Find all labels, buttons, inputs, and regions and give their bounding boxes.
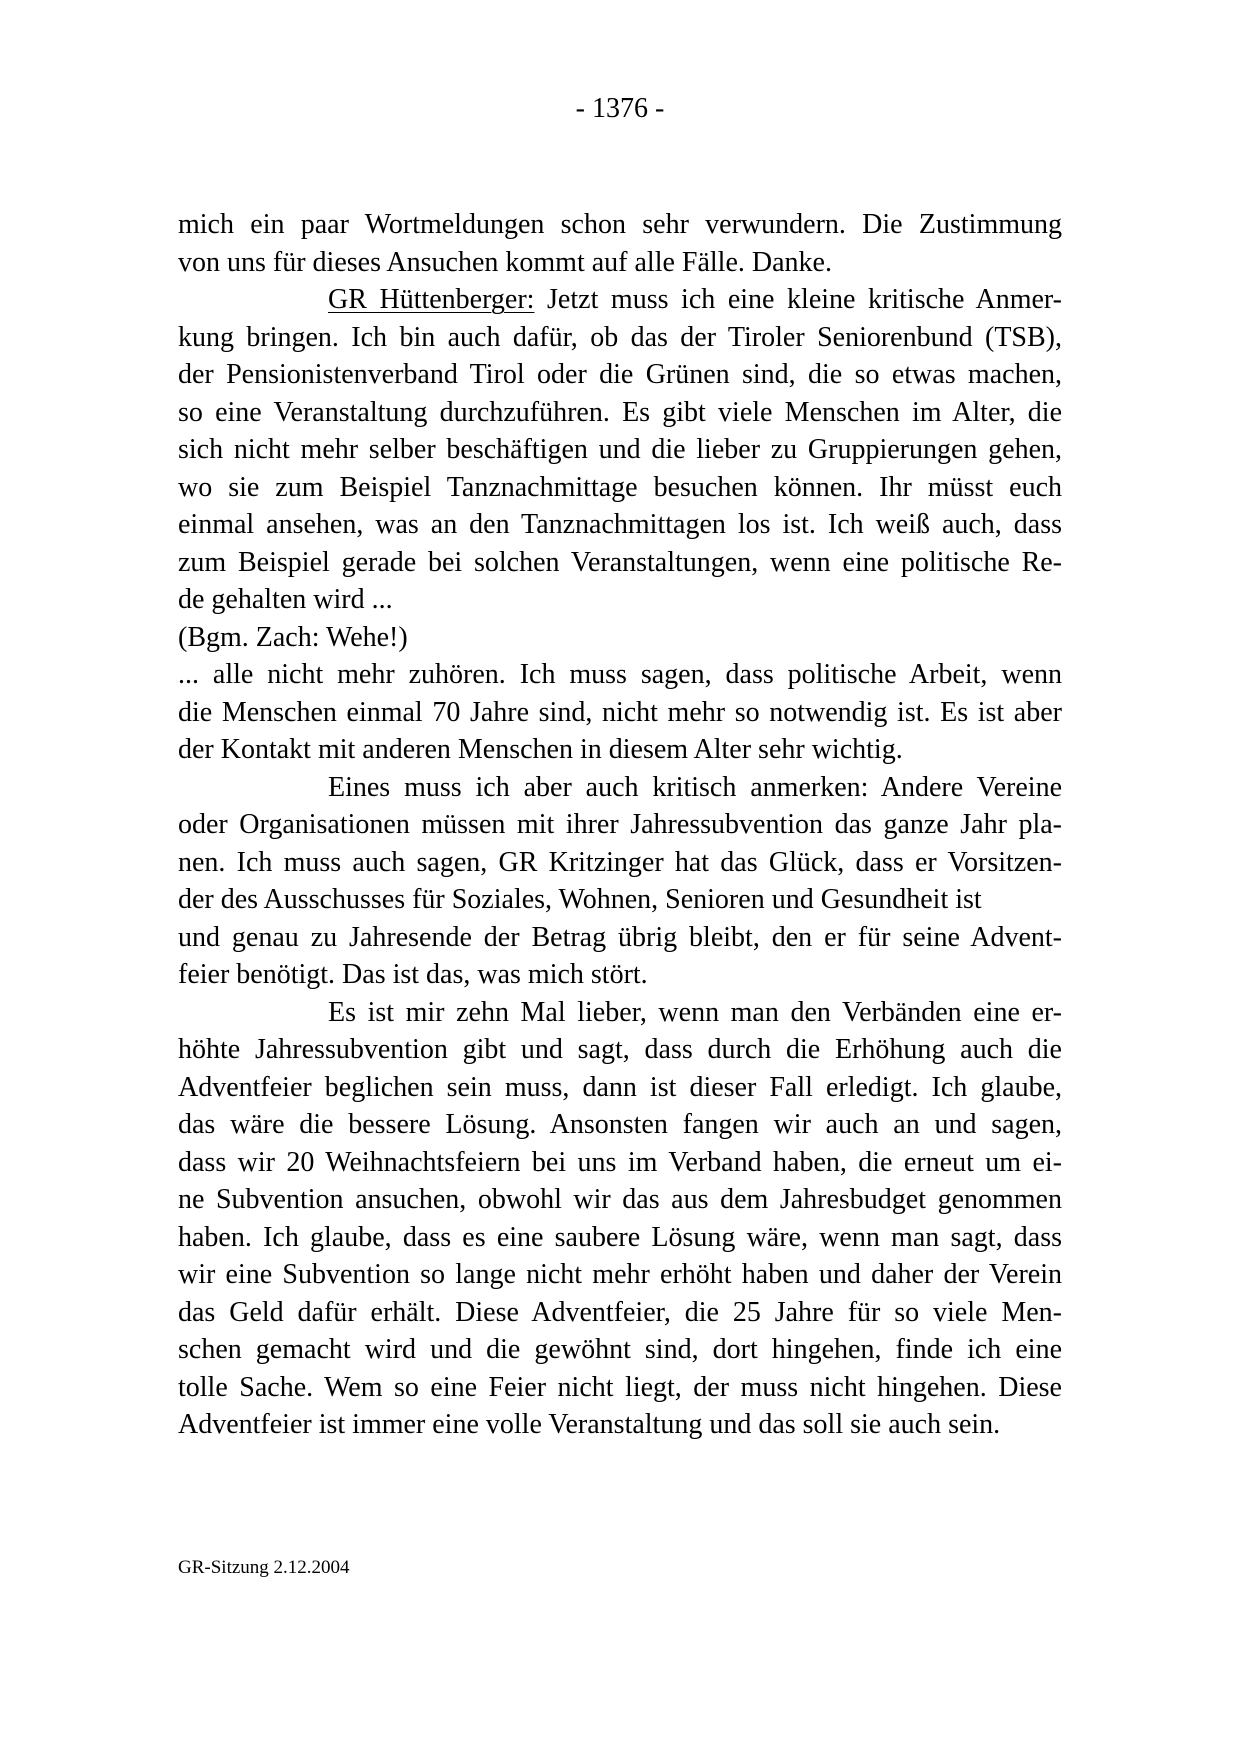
text-line: die Menschen einmal 70 Jahre sind, nicht mehr so notwendig ist. Es ist aber [178, 696, 1062, 728]
text-line: Adventfeier ist immer eine volle Veranstaltung und das soll sie auch sein. [178, 1409, 1001, 1440]
text-line: Es ist mir zehn Mal lieber, wenn man den Verbänden eine er- [328, 996, 1062, 1028]
text-line: höhte Jahressubvention gibt und sagt, dass durch die Erhöhung auch die [178, 1034, 1062, 1065]
text-line: oder Organisationen müssen mit ihrer Jahressubvention das ganze Jahr pla- [178, 809, 1062, 840]
text-line: das wäre die bessere Lösung. Ansonsten fangen wir auch an und sagen, [178, 1109, 1062, 1140]
text-line: dass wir 20 Weihnachtsfeiern bei uns im Verband haben, die erneut um ei- [178, 1146, 1062, 1178]
text-line: zum Beispiel gerade bei solchen Veranstaltungen, wenn eine politische Re- [178, 546, 1062, 578]
text-line: der Pensionistenverband Tirol oder die Grünen sind, die so etwas machen, [178, 359, 1062, 390]
text-line: das Geld dafür erhält. Diese Adventfeier, die 25 Jahre für so viele Men- [178, 1296, 1062, 1328]
text-line: einmal ansehen, was an den Tanznachmittagen los ist. Ich weiß auch, dass [178, 509, 1062, 540]
transcript-body [178, 206, 1062, 1444]
speaker-name: GR Hüttenberger: [328, 284, 535, 315]
text-line: wo sie zum Beispiel Tanznachmittage besuchen können. Ihr müsst euch [178, 471, 1062, 503]
page-number: - 1376 - [575, 93, 665, 124]
text-line: so eine Veranstaltung durchzuführen. Es gibt viele Menschen im Alter, die [178, 396, 1062, 428]
text-line: sich nicht mehr selber beschäftigen und die lieber zu Gruppierungen gehen, [178, 434, 1062, 465]
text-line: der des Ausschusses für Soziales, Wohnen, Senioren und Gesundheit ist [178, 884, 982, 915]
text-line: mich ein paar Wortmeldungen schon sehr verwundern. Die Zustimmung [178, 209, 1062, 240]
text-line: nen. Ich muss auch sagen, GR Kritzinger hat das Glück, dass er Vorsitzen- [178, 846, 1062, 878]
interjection: (Bgm. Zach: Wehe!) [178, 621, 408, 653]
text-line: ... alle nicht mehr zuhören. Ich muss sagen, dass politische Arbeit, wenn [178, 659, 1062, 690]
speaker-text: Jetzt muss ich eine kleine kritische Anmer- [547, 284, 1062, 315]
text-line: feier benötigt. Das ist das, was mich stört. [178, 959, 648, 990]
text-line-speaker [178, 281, 1062, 319]
text-line: und genau zu Jahresende der Betrag übrig bleibt, den er für seine Advent- [178, 921, 1062, 953]
text-line: von uns für dieses Ansuchen kommt auf alle Fälle. Danke. [178, 246, 832, 278]
text-line: ne Subvention ansuchen, obwohl wir das aus dem Jahresbudget genommen [178, 1184, 1062, 1215]
footer-session-date: GR-Sitzung 2.12.2004 [178, 1557, 350, 1578]
text-line: tolle Sache. Wem so eine Feier nicht liegt, der muss nicht hingehen. Diese [178, 1371, 1062, 1403]
text-line: der Kontakt mit anderen Menschen in diesem Alter sehr wichtig. [178, 734, 903, 765]
text-line: Adventfeier beglichen sein muss, dann ist dieser Fall erledigt. Ich glaube, [178, 1071, 1062, 1103]
text-line: kung bringen. Ich bin auch dafür, ob das der Tiroler Seniorenbund (TSB), [178, 321, 1062, 353]
text-line: Eines muss ich aber auch kritisch anmerken: Andere Vereine [328, 771, 1062, 803]
text-line: de gehalten wird ... [178, 584, 393, 615]
text-line: wir eine Subvention so lange nicht mehr erhöht haben und daher der Verein [178, 1259, 1062, 1290]
text-line: schen gemacht wird und die gewöhnt sind, dort hingehen, finde ich eine [178, 1334, 1062, 1365]
text-line: haben. Ich glaube, dass es eine saubere Lösung wäre, wenn man sagt, dass [178, 1221, 1062, 1253]
